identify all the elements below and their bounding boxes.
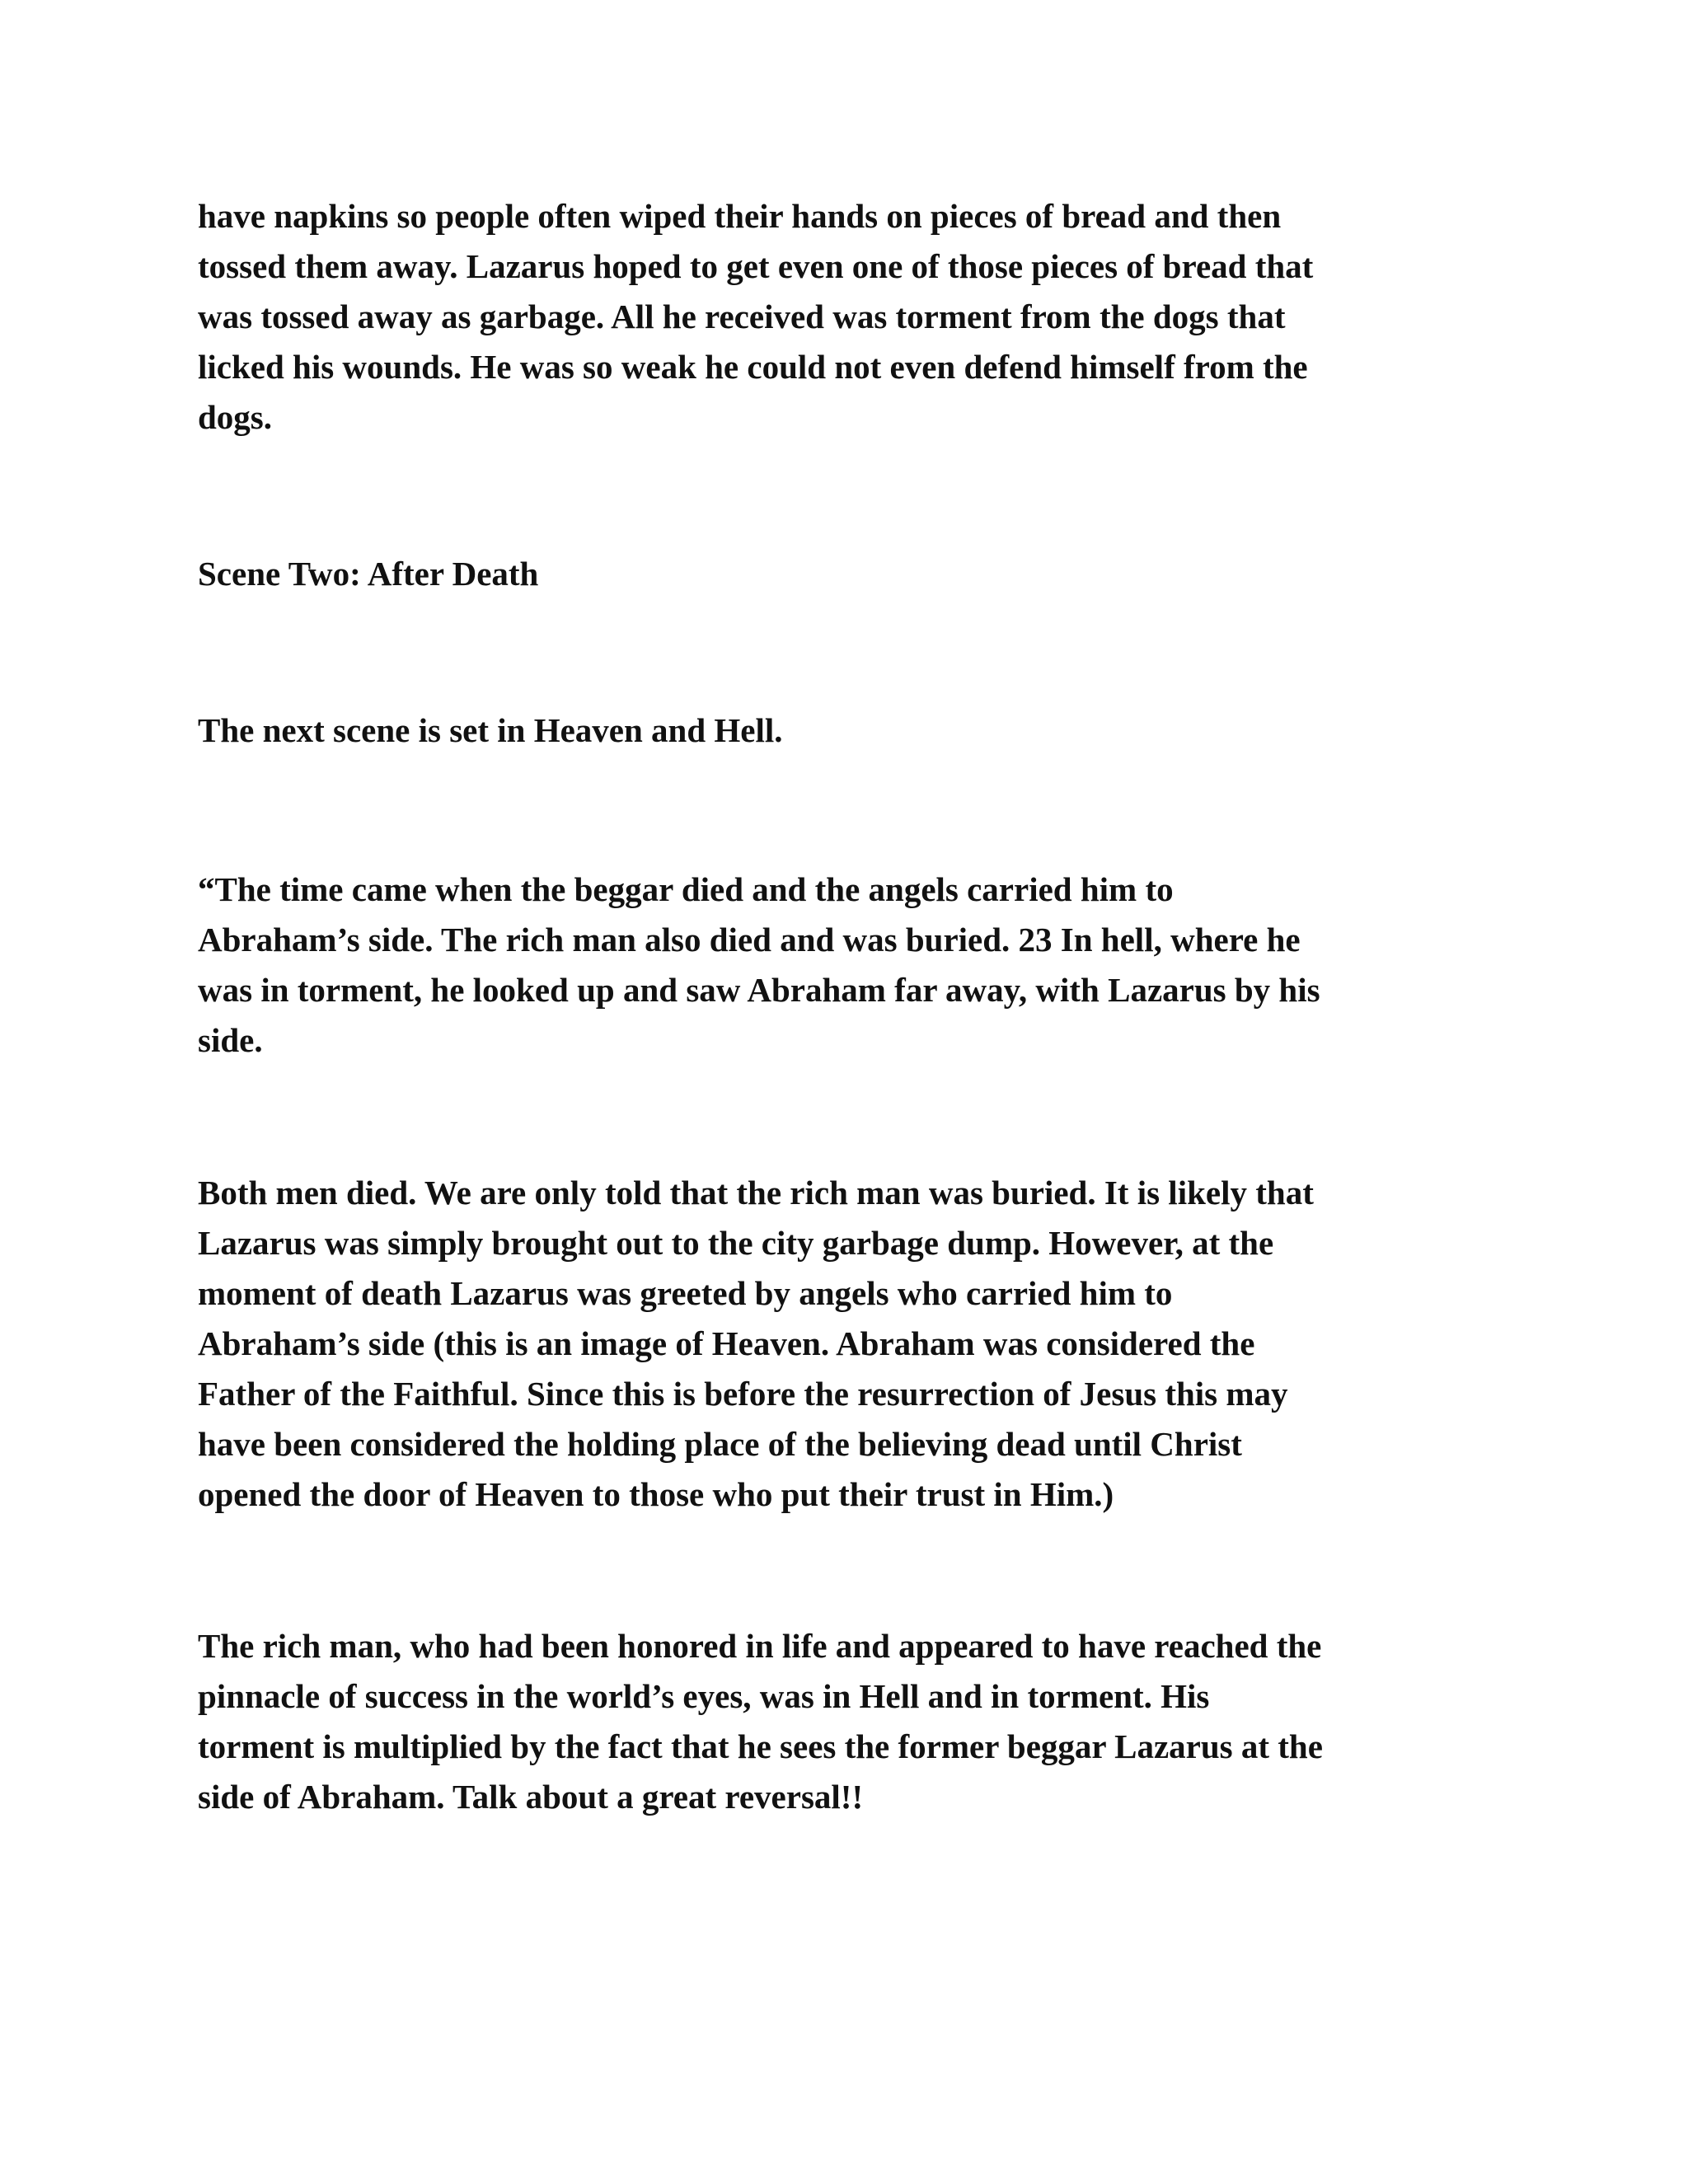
text-line: Lazarus was simply brought out to the city garbage dump. However, at the [198, 1224, 1274, 1262]
text-line: licked his wounds. He was so weak he could not even defend himself from the [198, 348, 1308, 386]
text-line: was in torment, he looked up and saw Abraham far away, with Lazarus by his [198, 971, 1320, 1009]
text-line: torment is multiplied by the fact that he sees the former beggar Lazarus at the [198, 1727, 1323, 1765]
text-line: side of Abraham. Talk about a great reversal!! [198, 1778, 864, 1816]
text-line: Father of the Faithful. Since this is before the resurrection of Jesus this may [198, 1375, 1288, 1413]
text-line: moment of death Lazarus was greeted by angels who carried him to [198, 1274, 1173, 1312]
paragraph-scene-setting [198, 705, 1500, 756]
text-line: The next scene is set in Heaven and Hell. [198, 711, 783, 749]
text-line: have napkins so people often wiped their hands on pieces of bread and then [198, 197, 1282, 235]
text-line: Abraham’s side. The rich man also died and was buried. 23 In hell, where he [198, 921, 1301, 958]
text-line: dogs. [198, 398, 273, 436]
text-line: The rich man, who had been honored in life and appeared to have reached the [198, 1627, 1322, 1665]
paragraph-scripture-quote [198, 865, 1500, 1066]
text-line: pinnacle of success in the world’s eyes, was in Hell and in torment. His [198, 1677, 1210, 1715]
text-line: opened the door of Heaven to those who put their trust in Him.) [198, 1475, 1114, 1513]
text-line: have been considered the holding place of the believing dead until Christ [198, 1425, 1242, 1463]
text-line: side. [198, 1021, 263, 1059]
section-heading [198, 549, 1500, 599]
text-line: Abraham’s side (this is an image of Heaven. Abraham was considered the [198, 1324, 1255, 1362]
paragraph-dogs-and-bread [198, 191, 1500, 443]
text-line: Both men died. We are only told that the rich man was buried. It is likely that [198, 1174, 1314, 1212]
paragraph-great-reversal [198, 1621, 1500, 1822]
paragraph-both-men-died [198, 1168, 1500, 1520]
text-line: “The time came when the beggar died and the angels carried him to [198, 870, 1174, 908]
heading-text: Scene Two: After Death [198, 555, 539, 593]
text-line: tossed them away. Lazarus hoped to get even one of those pieces of bread that [198, 247, 1314, 285]
text-line: was tossed away as garbage. All he received was torment from the dogs that [198, 298, 1286, 335]
